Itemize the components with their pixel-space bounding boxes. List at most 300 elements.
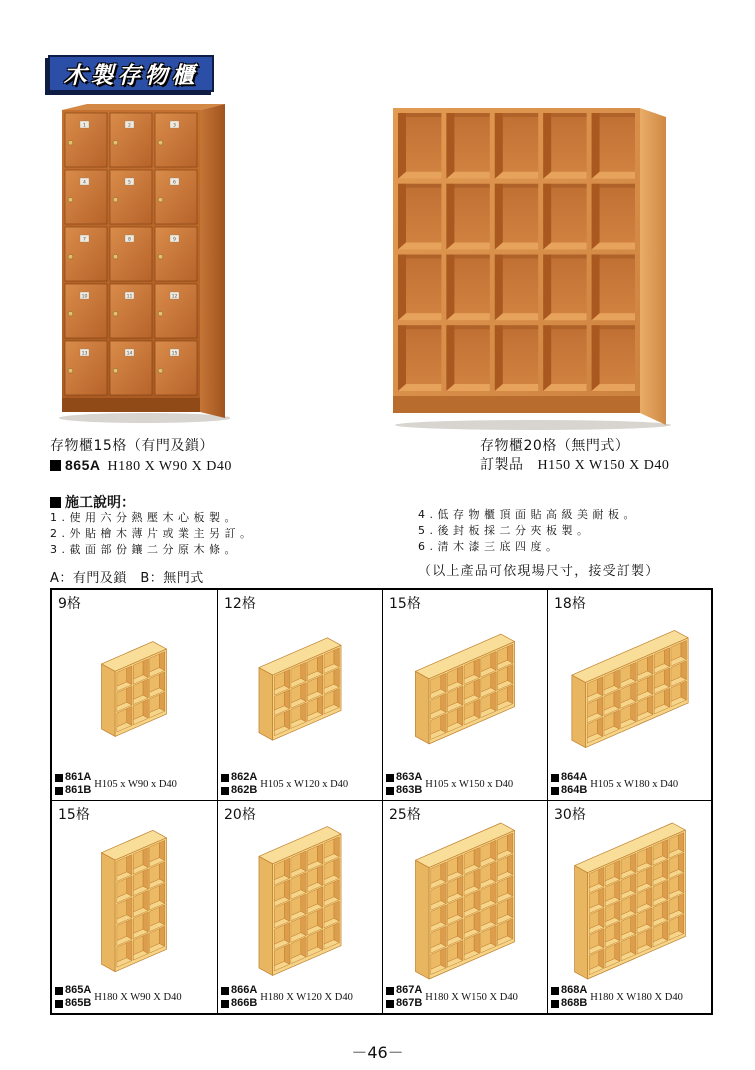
- compartment-side-wall: [284, 690, 289, 709]
- compartment-side-wall: [614, 670, 619, 689]
- shelf-compartment: [592, 113, 635, 179]
- lock-knob-icon: [68, 368, 73, 373]
- compartment-count-label: 18格: [554, 596, 586, 612]
- bullet-square-icon: [221, 1000, 229, 1008]
- notes-heading-text: 施工說明：: [65, 495, 135, 511]
- compartment-side-wall: [457, 855, 462, 875]
- bullet-square-icon: [386, 1000, 394, 1008]
- compartment-side-wall: [457, 686, 462, 705]
- compartment-side-wall: [143, 699, 148, 718]
- compartment-side-wall: [491, 692, 496, 711]
- compartment-side-wall: [507, 664, 512, 683]
- model-codes: [386, 984, 422, 1010]
- compartment-side-wall: [334, 837, 339, 857]
- compartment-side-wall: [127, 666, 132, 685]
- compartment-side-wall: [474, 912, 479, 932]
- shelf-compartment: [592, 184, 635, 250]
- compartment-side-wall: [127, 855, 132, 875]
- lock-knob-icon: [68, 311, 73, 316]
- model-dimensions: H180 X W180 X D40: [590, 991, 683, 1003]
- compartment-count-label: 12格: [224, 596, 256, 612]
- compartment-side-wall: [491, 926, 496, 946]
- model-code: 866A: [231, 984, 258, 996]
- compartment-side-wall: [474, 659, 479, 678]
- shelf-compartment: [398, 113, 441, 179]
- compartment-count-label: 9格: [58, 596, 81, 612]
- compartment-side-wall: [495, 325, 503, 391]
- compartment-side-wall: [599, 949, 604, 968]
- bullet-square-icon: [55, 1000, 63, 1008]
- compartment-side-wall: [663, 901, 668, 920]
- locker-doors: [65, 113, 197, 395]
- compartment-side-wall: [647, 867, 652, 886]
- note-item: 3.截面部份鑲二分原木條。: [50, 543, 240, 556]
- compartment-side-wall: [647, 846, 652, 865]
- locker-door: [65, 227, 107, 281]
- lock-knob-icon: [113, 311, 118, 316]
- compartment-side-wall: [592, 184, 600, 250]
- compartment-side-wall: [597, 697, 602, 716]
- page-title: 木製存物櫃: [63, 63, 199, 89]
- compartment-side-wall: [491, 883, 496, 903]
- compartment-side-wall: [127, 919, 132, 939]
- locker-door: [65, 170, 107, 224]
- locker-door: [65, 341, 107, 395]
- lock-knob-icon: [113, 197, 118, 202]
- bullet-square-icon: [50, 497, 61, 508]
- compartment-side-wall: [663, 921, 668, 940]
- model-dimensions: H105 x W90 x D40: [94, 778, 177, 790]
- model-code-line: [221, 784, 257, 797]
- model-code-line: [55, 784, 91, 797]
- compartment-side-wall: [597, 717, 602, 736]
- model-cell: [548, 590, 711, 801]
- compartment-side-wall: [317, 930, 322, 950]
- compartment-side-wall: [474, 890, 479, 910]
- compartment-side-wall: [317, 887, 322, 907]
- compartment-side-wall: [398, 255, 406, 321]
- compartment-side-wall: [457, 876, 462, 896]
- shelf-compartment: [592, 255, 635, 321]
- compartment-side-wall: [507, 644, 512, 663]
- compartment-side-wall: [681, 661, 686, 680]
- compartment-side-wall: [491, 651, 496, 670]
- compartment-side-wall: [592, 325, 600, 391]
- model-code-line: [551, 771, 587, 784]
- compartment-side-wall: [301, 662, 306, 681]
- model-code-line: [551, 784, 587, 797]
- compartment-side-wall: [284, 880, 289, 900]
- compartment-side-wall: [664, 668, 669, 687]
- compartment-side-wall: [599, 908, 604, 927]
- compartment-side-wall: [398, 113, 406, 179]
- locker-door: [155, 113, 197, 167]
- compartment-shadow: [551, 113, 586, 117]
- compartment-shadow: [503, 113, 538, 117]
- door-number: 7: [83, 237, 86, 243]
- compartment-side-wall: [631, 853, 636, 872]
- compartment-side-wall: [664, 648, 669, 667]
- model-code: 862B: [231, 784, 258, 796]
- shelf-compartment: [543, 184, 586, 250]
- compartment-side-wall: [647, 928, 652, 947]
- model-code: 865A: [65, 984, 92, 996]
- door-number: 14: [126, 351, 133, 357]
- door-number: 3: [173, 123, 176, 129]
- compartment-side-wall: [301, 851, 306, 871]
- compartment-side-wall: [614, 710, 619, 729]
- note-item: 4.低存物櫃頂面貼高級美耐板。: [418, 508, 639, 521]
- compartment-shadow: [406, 325, 441, 329]
- shelf-compartment: [543, 325, 586, 391]
- compartment-side-wall: [301, 915, 306, 935]
- compartment-side-wall: [334, 688, 339, 707]
- model-dimensions: H105 x W180 x D40: [590, 778, 679, 790]
- compartment-shadow: [406, 184, 441, 188]
- bullet-square-icon: [386, 787, 394, 795]
- door-number: 15: [171, 351, 178, 357]
- compartment-shadow: [551, 255, 586, 259]
- compartment-side-wall: [446, 113, 454, 179]
- compartment-side-wall: [143, 869, 148, 889]
- shelf-compartment: [446, 325, 489, 391]
- compartment-side-wall: [681, 640, 686, 659]
- notes-list-left: [50, 510, 256, 558]
- compartment-side-wall: [159, 840, 164, 860]
- compartment-side-wall: [679, 894, 684, 913]
- compartment-side-wall: [317, 655, 322, 674]
- compartment-shadow: [503, 255, 538, 259]
- bullet-square-icon: [221, 787, 229, 795]
- shelf-compartment: [446, 184, 489, 250]
- compartment-side-wall: [143, 912, 148, 932]
- model-cell: [218, 801, 383, 1013]
- custom-order-note: （以上產品可依現場尺寸，接受訂製）: [418, 564, 660, 579]
- compartment-count-label: 15格: [58, 807, 90, 823]
- shelf-compartment: [543, 113, 586, 179]
- compartment-side-wall: [159, 905, 164, 925]
- model-code-line: [221, 984, 257, 997]
- compartment-side-wall: [301, 703, 306, 722]
- compartment-side-wall: [615, 881, 620, 900]
- compartment-side-wall: [614, 690, 619, 709]
- model-code-line: [55, 771, 91, 784]
- compartment-shadow: [454, 113, 489, 117]
- model-cell: [52, 590, 218, 801]
- compartment-side-wall: [334, 923, 339, 943]
- model-dimensions: H180 X W120 X D40: [260, 991, 353, 1003]
- compartment-side-wall: [127, 941, 132, 961]
- compartment-side-wall: [127, 876, 132, 896]
- bullet-square-icon: [55, 774, 63, 782]
- compartment-side-wall: [301, 937, 306, 957]
- compartment-shadow: [406, 255, 441, 259]
- compartment-side-wall: [159, 883, 164, 903]
- compartment-side-wall: [599, 888, 604, 907]
- model-code: 861A: [65, 771, 92, 783]
- open-shelf-photo: [388, 103, 673, 433]
- lock-knob-icon: [158, 140, 163, 145]
- compartment-side-wall: [679, 914, 684, 933]
- compartment-side-wall: [334, 880, 339, 900]
- compartment-side-wall: [631, 683, 636, 702]
- model-cell: [218, 590, 383, 801]
- model-spec: [221, 984, 380, 1010]
- compartment-count-label: 25格: [389, 807, 421, 823]
- compartment-side-wall: [664, 688, 669, 707]
- model-cell: [383, 590, 548, 801]
- note-item: 6.清木漆三底四度。: [418, 540, 562, 553]
- shelf-compartment: [495, 184, 538, 250]
- locker-door: [110, 227, 152, 281]
- model-spec: [55, 984, 215, 1010]
- model-code: 864A: [561, 771, 588, 783]
- compartment-side-wall: [143, 847, 148, 867]
- model-code-line: [386, 984, 422, 997]
- compartment-side-wall: [495, 113, 503, 179]
- compartment-side-wall: [127, 898, 132, 918]
- compartment-side-wall: [592, 113, 600, 179]
- compartment-side-wall: [631, 662, 636, 681]
- compartment-side-wall: [159, 926, 164, 946]
- compartment-side-wall: [441, 926, 446, 946]
- shelf-compartment: [398, 325, 441, 391]
- model-code-line: [551, 997, 587, 1010]
- compartment-side-wall: [127, 686, 132, 705]
- bullet-square-icon: [221, 774, 229, 782]
- compartment-side-wall: [457, 898, 462, 918]
- right-product-caption: 存物櫃20格（無門式）: [480, 438, 630, 454]
- compartment-side-wall: [543, 325, 551, 391]
- compartment-side-wall: [446, 184, 454, 250]
- compartment-side-wall: [334, 901, 339, 921]
- model-code: 867B: [396, 997, 423, 1009]
- compartment-count-label: 20格: [224, 807, 256, 823]
- compartment-side-wall: [543, 184, 551, 250]
- compartment-side-wall: [597, 677, 602, 696]
- page-number: －46－: [351, 1043, 404, 1062]
- compartment-side-wall: [159, 652, 164, 671]
- compartment-side-wall: [631, 874, 636, 893]
- model-codes: [55, 984, 91, 1010]
- bullet-square-icon: [50, 460, 61, 471]
- cabinet-illustration: [218, 610, 382, 768]
- model-code-line: [55, 984, 91, 997]
- shelf-compartment: [446, 255, 489, 321]
- cabinet-illustration: [218, 821, 382, 981]
- compartment-shadow: [454, 325, 489, 329]
- cabinet-illustration: [383, 610, 547, 768]
- cabinet-side: [575, 866, 588, 979]
- door-number: 5: [128, 180, 131, 186]
- compartment-side-wall: [615, 922, 620, 941]
- compartment-side-wall: [491, 840, 496, 860]
- model-code: 865B: [65, 997, 92, 1009]
- compartment-side-wall: [441, 693, 446, 712]
- compartment-side-wall: [615, 860, 620, 879]
- compartment-side-wall: [317, 696, 322, 715]
- compartment-side-wall: [284, 858, 289, 878]
- compartment-side-wall: [495, 184, 503, 250]
- compartment-side-wall: [441, 883, 446, 903]
- compartment-side-wall: [507, 854, 512, 874]
- compartment-count-label: 30格: [554, 807, 586, 823]
- compartment-side-wall: [474, 848, 479, 868]
- compartment-side-wall: [143, 659, 148, 678]
- model-spec: [221, 771, 380, 797]
- model-spec: [386, 984, 545, 1010]
- model-code: 863A: [396, 771, 423, 783]
- model-spec: [551, 984, 709, 1010]
- model-code: 867A: [396, 984, 423, 996]
- note-item: 1.使用六分熱壓木心板製。: [50, 511, 240, 524]
- compartment-side-wall: [679, 833, 684, 852]
- shelf-compartment: [446, 113, 489, 179]
- cabinet-side: [415, 671, 429, 744]
- compartment-side-wall: [441, 862, 446, 882]
- locker-side-panel: [200, 104, 225, 418]
- compartment-side-wall: [474, 699, 479, 718]
- compartment-side-wall: [474, 933, 479, 953]
- shelf-compartment: [495, 113, 538, 179]
- compartment-side-wall: [441, 905, 446, 925]
- bullet-square-icon: [551, 774, 559, 782]
- left-product-spec: [50, 456, 232, 476]
- lock-knob-icon: [68, 197, 73, 202]
- compartment-side-wall: [284, 901, 289, 921]
- compartment-side-wall: [127, 706, 132, 725]
- note-item: 2.外貼檜木薄片或業主另訂。: [50, 527, 256, 540]
- door-number: 4: [83, 180, 86, 186]
- compartment-side-wall: [507, 919, 512, 939]
- door-type-legend: A：有門及鎖 B：無門式: [50, 571, 204, 586]
- compartment-side-wall: [317, 865, 322, 885]
- locker-door: [155, 170, 197, 224]
- locker-door: [155, 284, 197, 338]
- locker-door: [155, 341, 197, 395]
- compartment-side-wall: [631, 703, 636, 722]
- door-number: 13: [81, 351, 88, 357]
- model-dimensions: H105 x W120 x D40: [260, 778, 349, 790]
- compartment-side-wall: [663, 840, 668, 859]
- compartment-side-wall: [457, 941, 462, 961]
- compartment-side-wall: [647, 887, 652, 906]
- model-code: 861B: [65, 784, 92, 796]
- compartment-side-wall: [592, 255, 600, 321]
- bullet-square-icon: [386, 987, 394, 995]
- shelf-base: [393, 396, 640, 413]
- model-code: 864B: [561, 784, 588, 796]
- note-item: 5.後封板採二分夾板製。: [418, 524, 593, 537]
- locker-door: [65, 113, 107, 167]
- model-spec: [386, 771, 545, 797]
- notes-list-right: [418, 507, 639, 555]
- product-code: 865A: [65, 457, 101, 473]
- compartment-side-wall: [679, 853, 684, 872]
- bullet-square-icon: [551, 987, 559, 995]
- notes-heading: [50, 492, 135, 512]
- model-code-line: [221, 997, 257, 1010]
- compartment-side-wall: [543, 113, 551, 179]
- compartment-side-wall: [615, 901, 620, 920]
- locker-door: [65, 284, 107, 338]
- compartment-side-wall: [631, 935, 636, 954]
- compartment-shadow: [454, 184, 489, 188]
- shelf-compartment: [495, 255, 538, 321]
- compartment-shadow: [551, 184, 586, 188]
- model-code: 866B: [231, 997, 258, 1009]
- compartment-side-wall: [446, 325, 454, 391]
- compartment-side-wall: [648, 696, 653, 715]
- model-code-line: [386, 997, 422, 1010]
- compartment-side-wall: [599, 929, 604, 948]
- model-code: 868A: [561, 984, 588, 996]
- lock-knob-icon: [113, 140, 118, 145]
- compartment-side-wall: [446, 255, 454, 321]
- locker-door: [155, 227, 197, 281]
- compartment-side-wall: [507, 685, 512, 704]
- compartment-side-wall: [507, 833, 512, 853]
- locker-door: [110, 170, 152, 224]
- model-codes: [55, 771, 91, 797]
- locker-photo: [55, 100, 230, 430]
- shelf-compartment: [495, 325, 538, 391]
- model-codes: [551, 984, 587, 1010]
- bullet-square-icon: [55, 987, 63, 995]
- compartment-shadow: [503, 325, 538, 329]
- floor-shadow: [395, 420, 671, 430]
- compartment-side-wall: [679, 874, 684, 893]
- lock-knob-icon: [158, 311, 163, 316]
- compartment-side-wall: [301, 873, 306, 893]
- model-code-line: [386, 771, 422, 784]
- compartment-side-wall: [491, 862, 496, 882]
- compartment-side-wall: [648, 655, 653, 674]
- door-number: 11: [126, 294, 133, 300]
- compartment-side-wall: [507, 897, 512, 917]
- locker-base: [62, 398, 200, 412]
- compartment-shadow: [503, 184, 538, 188]
- compartment-side-wall: [647, 908, 652, 927]
- model-code-line: [386, 784, 422, 797]
- compartment-side-wall: [507, 876, 512, 896]
- compartment-side-wall: [441, 948, 446, 968]
- product-dimensions: H150 X W150 X D40: [537, 458, 670, 473]
- compartment-side-wall: [143, 933, 148, 953]
- door-number: 10: [81, 294, 88, 300]
- cabinet-side: [572, 675, 586, 748]
- cabinet-side: [259, 668, 273, 741]
- compartment-side-wall: [491, 672, 496, 691]
- compartment-side-wall: [599, 867, 604, 886]
- compartment-side-wall: [543, 255, 551, 321]
- door-number: 12: [171, 294, 178, 300]
- door-number: 6: [173, 180, 176, 186]
- compartment-side-wall: [615, 942, 620, 961]
- compartment-side-wall: [143, 679, 148, 698]
- compartment-shadow: [600, 113, 635, 117]
- compartment-side-wall: [398, 325, 406, 391]
- model-spec: [55, 771, 215, 797]
- compartment-side-wall: [334, 648, 339, 667]
- model-cell: [383, 801, 548, 1013]
- bullet-square-icon: [551, 1000, 559, 1008]
- cabinet-illustration: [548, 821, 712, 981]
- model-code: 863B: [396, 784, 423, 796]
- compartment-side-wall: [398, 184, 406, 250]
- bullet-square-icon: [55, 787, 63, 795]
- compartment-side-wall: [648, 675, 653, 694]
